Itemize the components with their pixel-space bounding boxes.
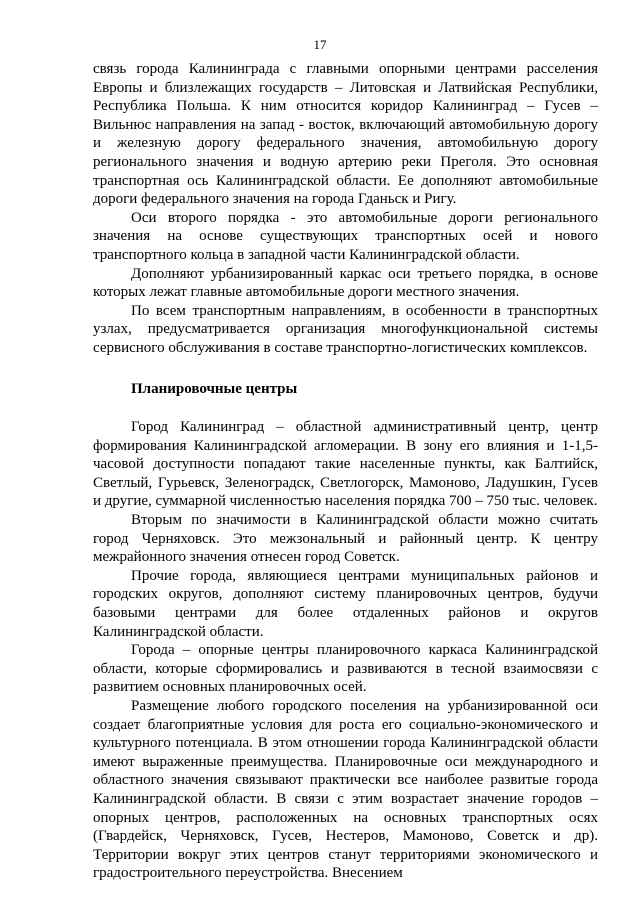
paragraph-kaliningrad-center: Город Калининград – областной административный центр, центр формирования Калининградской агломерации. В зону его влияния и 1-1,5-часовой доступности попадают такие населенные пункты, как Балтийск, Светлый, Гурьевск, Зеленоградск, Светлогорск, Мамоново, Ладушкин, Гусев и другие, суммарной численностью населения порядка 700 – 750 тыс. человек. bbox=[93, 419, 598, 510]
paragraph-third-order-axes: Дополняют урбанизированный каркас оси третьего порядка, в основе которых лежат главные автомобильные дороги местного значения. bbox=[93, 265, 598, 301]
document-body bbox=[93, 60, 598, 883]
paragraph-chernyakhovsk: Вторым по значимости в Калининградской области можно считать город Черняховск. Это межзональный и районный центр. К центру межрайонного значения отнесен город Советск. bbox=[93, 512, 598, 566]
paragraph-continuation: связь города Калининграда с главными опорными центрами расселения Европы и близлежащих государств – Литовская и Латвийская Республики, Республика Польша. К ним относится коридор Калининград – Гусев – Вильнюс направления на запад - восток, включающий автомобильную дорогу и железную дорогу федерального значения, автомобильную дорогу регионального значения и водную артерию реки Преголя. Это основная транспортная ось Калининградской области. Ее дополняют автомобильные дороги федерального значения на города Гданьск и Ригу. bbox=[93, 61, 598, 208]
section-heading: Планировочные центры bbox=[131, 380, 298, 397]
paragraph-transport-service: По всем транспортным направлениям, в особенности в транспортных узлах, предусматривается организация многофункциональной системы сервисного обслуживания в составе транспортно-логистических комплексов. bbox=[93, 302, 598, 356]
paragraph-other-cities: Прочие города, являющиеся центрами муниципальных районов и городских округов, дополняют систему планировочных центров, будучи базовыми центрами для более отдаленных районов и округов Калининградской области. bbox=[93, 567, 598, 640]
paragraph-second-order-axes: Оси второго порядка - это автомобильные дороги регионального значения на основе существующих транспортных осей и нового транспортного кольца в западной части Калининградской области. bbox=[93, 209, 598, 263]
paragraph-urbanized-axis: Размещение любого городского поселения на урбанизированной оси создает благоприятные условия для роста его социально-экономического и культурного потенциала. В этом отношении города Калининградской области имеют выраженные преимущества. Планировочные оси международного и областного значения связывают практически все наиболее развитые города Калининградской области. В связи с этим возрастает значение городов – опорных центров, расположенных на основных транспортных осях (Гвардейск, Черняховск, Гусев, Нестеров, Мамоново, Советск и др). Территории вокруг этих центров станут территориями экономического и градостроительного переустройства. Внесением bbox=[93, 698, 598, 882]
page-number: 17 bbox=[313, 37, 327, 52]
paragraph-support-centers: Города – опорные центры планировочного каркаса Калининградской области, которые сформировались и развиваются в тесной взаимосвязи с развитием основных планировочных осей. bbox=[93, 642, 598, 696]
